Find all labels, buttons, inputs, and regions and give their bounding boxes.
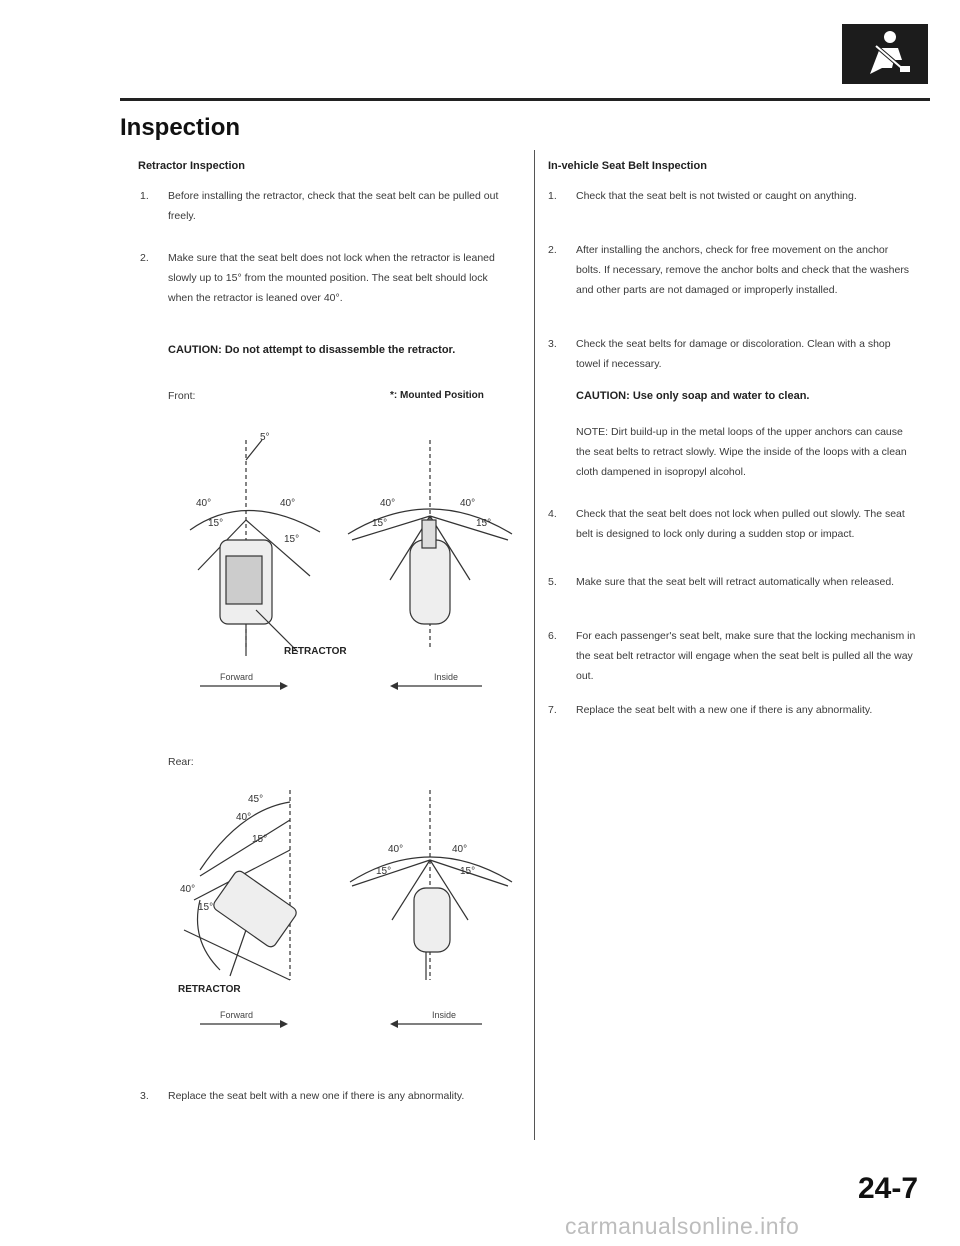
rear-right-angle-15-left: 15° <box>376 866 392 877</box>
front-forward-arrowhead <box>280 682 288 690</box>
left-item-1-text: Before installing the retractor, check that the seat belt can be pulled out freely. <box>168 190 499 222</box>
rear-retractor-label: RETRACTOR <box>178 984 241 995</box>
front-label: Front: <box>168 390 196 402</box>
rear-retractor-diagram <box>160 780 520 1070</box>
rear-right-retractor-body <box>414 888 450 952</box>
mounted-position-legend: *: Mounted Position <box>390 390 484 401</box>
rear-forward-label: Forward <box>220 1010 254 1020</box>
seat-belt-section-icon <box>842 24 928 84</box>
header-rule <box>120 98 930 101</box>
retractor-inspection-heading: Retractor Inspection <box>138 160 245 172</box>
right-item-3-text: Check the seat belts for damage or discoloration. Clean with a shop towel if necessary. <box>576 338 891 370</box>
front-retractor-diagram <box>160 420 520 710</box>
right-item-6-text: For each passenger's seat belt, make sure that the locking mechanism in the seat belt retractor will engage when the seat belt is pulled all the way out. <box>576 630 916 682</box>
right-item-2 <box>548 240 916 300</box>
left-item-3 <box>140 1086 508 1106</box>
rear-right-angle-40-right: 40° <box>452 844 468 855</box>
front-angle-5: 5° <box>260 432 270 443</box>
right-item-7 <box>548 700 916 720</box>
right-item-6-number: 6. <box>548 630 557 642</box>
front-inside-arrowhead <box>390 682 398 690</box>
rear-right-angle-15-right: 15° <box>460 866 476 877</box>
rear-left-angle-15-top: 15° <box>252 834 268 845</box>
right-caution: CAUTION: Use only soap and water to clean. <box>576 390 810 402</box>
right-item-1-number: 1. <box>548 190 557 202</box>
right-note: NOTE: Dirt build-up in the metal loops of the upper anchors can cause the seat belts to retract slowly. Wipe the inside of the loops with a clean cloth dampened in isopropyl alcohol. <box>576 426 907 478</box>
column-divider <box>534 150 535 1140</box>
right-item-4-number: 4. <box>548 508 557 520</box>
rear-right-angle-40-left: 40° <box>388 844 404 855</box>
right-item-5 <box>548 572 916 592</box>
right-item-3 <box>548 334 916 374</box>
right-item-7-number: 7. <box>548 704 557 716</box>
right-item-4-text: Check that the seat belt does not lock when pulled out slowly. The seat belt is designed to lock only during a sudden stop or impact. <box>576 508 905 540</box>
right-item-1 <box>548 186 916 206</box>
right-item-2-number: 2. <box>548 244 557 256</box>
rear-left-angle-15-bottom: 15° <box>198 902 214 913</box>
front-left-5deg-line <box>246 440 262 460</box>
front-right-retractor-body <box>410 540 450 624</box>
left-item-2 <box>140 248 508 308</box>
right-item-4 <box>548 504 916 544</box>
rear-left-angle-40-top: 40° <box>236 812 252 823</box>
right-item-2-text: After installing the anchors, check for free movement on the anchor bolts. If necessary, remove the anchor bolts and check that the washers and other parts are not damaged or improperly installed. <box>576 244 910 296</box>
left-caution: CAUTION: Do not attempt to disassemble the retractor. <box>168 344 456 356</box>
page-title: Inspection <box>120 114 241 141</box>
front-left-angle-15-right: 15° <box>284 534 300 545</box>
left-item-2-text: Make sure that the seat belt does not lock when the retractor is leaned slowly up to 15° from the mounted position. The seat belt should lock when the retractor is leaned over 40°. <box>168 252 495 304</box>
left-item-3-number: 3. <box>140 1090 149 1102</box>
front-left-angle-40-right: 40° <box>280 498 296 509</box>
left-item-2-number: 2. <box>140 252 149 264</box>
rear-forward-arrowhead <box>280 1020 288 1028</box>
right-item-1-text: Check that the seat belt is not twisted or caught on anything. <box>576 190 857 202</box>
front-retractor-label: RETRACTOR <box>284 646 347 657</box>
left-item-1 <box>140 186 508 226</box>
rear-label: Rear: <box>168 756 194 768</box>
left-item-3-text: Replace the seat belt with a new one if there is any abnormality. <box>168 1090 465 1102</box>
rear-angle-45: 45° <box>248 794 264 805</box>
front-right-angle-40-right: 40° <box>460 498 476 509</box>
front-forward-label: Forward <box>220 672 254 682</box>
in-vehicle-inspection-heading: In-vehicle Seat Belt Inspection <box>548 160 707 172</box>
rear-left-angle-40-bottom: 40° <box>180 884 196 895</box>
left-item-1-number: 1. <box>140 190 149 202</box>
right-item-3-number: 3. <box>548 338 557 350</box>
front-right-angle-40-left: 40° <box>380 498 396 509</box>
right-item-5-number: 5. <box>548 576 557 588</box>
right-item-7-text: Replace the seat belt with a new one if there is any abnormality. <box>576 704 873 716</box>
front-left-angle-40-left: 40° <box>196 498 212 509</box>
rear-inside-label: Inside <box>432 1010 457 1020</box>
watermark: carmanualsonline.info <box>565 1213 800 1239</box>
front-left-angle-15-left: 15° <box>208 518 224 529</box>
rear-left-retractor-body <box>211 869 298 949</box>
page-number: 24-7 <box>858 1172 919 1205</box>
right-item-6 <box>548 626 916 686</box>
front-right-angle-15-left: 15° <box>372 518 388 529</box>
rear-inside-arrowhead <box>390 1020 398 1028</box>
front-right-angle-15-right: 15° <box>476 518 492 529</box>
front-inside-label: Inside <box>434 672 459 682</box>
right-item-5-text: Make sure that the seat belt will retract automatically when released. <box>576 576 895 588</box>
